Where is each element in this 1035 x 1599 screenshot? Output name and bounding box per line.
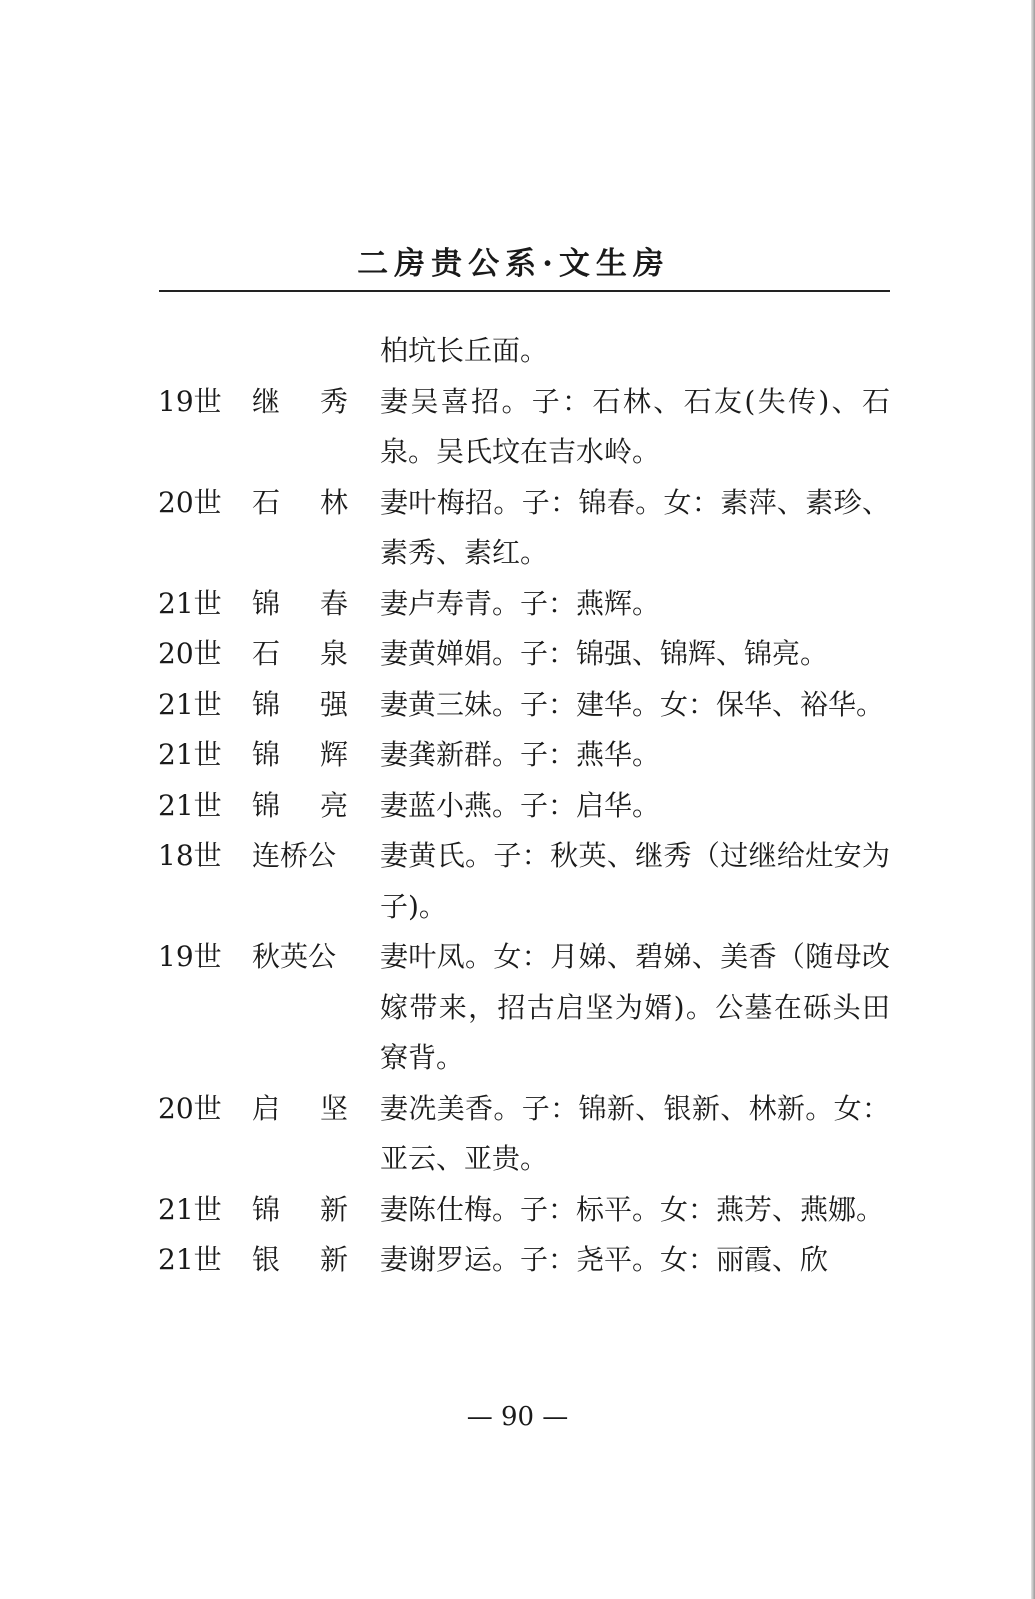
name-char: 新: [319, 1192, 348, 1226]
entry-description: 妻叶梅招。子：锦春。女：素萍、素珍、素秀、素红。: [380, 485, 890, 569]
person-name: [252, 1185, 348, 1236]
generation-label: 20世: [158, 1091, 222, 1125]
entry-description: 妻卢寿青。子：燕辉。: [380, 586, 661, 620]
entry-description: 妻冼美香。子：锦新、银新、林新。女：亚云、亚贵。: [380, 1091, 890, 1175]
name-char: 锦: [252, 687, 281, 721]
page-number: — 90 —: [466, 1402, 569, 1432]
person-name: [252, 377, 348, 428]
name-char: 银: [252, 1243, 281, 1276]
name-char: 锦: [252, 586, 281, 620]
entry-description: 妻叶凤。女：月娣、碧娣、美香（随母改嫁带来，招古启坚为婿)。公墓在砾头田寮背。: [380, 940, 890, 1074]
name-char: 锦: [252, 1192, 281, 1226]
name-char: 林: [319, 485, 348, 519]
genealogy-entry: [0, 478, 1035, 579]
person-name: [252, 579, 348, 630]
genealogy-entry: [0, 377, 1035, 478]
generation-label: 21世: [158, 1243, 222, 1276]
name-char: 辉: [319, 738, 348, 771]
generation-label: 20世: [158, 485, 222, 519]
person-name: [252, 1235, 348, 1286]
genealogy-entry: [0, 1084, 1035, 1185]
genealogy-entry-continuation: [0, 326, 1035, 377]
person-name: 连桥公: [252, 839, 337, 872]
person-name: [252, 1084, 348, 1135]
entry-description: 妻黄氏。子：秋英、继秀（过继给灶安为子)。: [380, 839, 890, 923]
name-char: 石: [252, 485, 281, 519]
entry-description: 妻龚新群。子：燕华。: [380, 738, 661, 771]
person-name: [252, 629, 348, 680]
generation-label: 21世: [158, 586, 222, 620]
genealogy-entry: [0, 831, 1035, 932]
entry-description: 妻蓝小燕。子：启华。: [380, 788, 661, 822]
name-char: 强: [319, 687, 348, 721]
genealogy-entry: [0, 1185, 1035, 1236]
genealogy-entry: [0, 730, 1035, 781]
name-char: 锦: [252, 788, 281, 822]
name-char: 坚: [319, 1091, 348, 1125]
entry-description: 妻谢罗运。子：尧平。女：丽霞、欣: [380, 1243, 829, 1276]
generation-label: 21世: [158, 738, 222, 771]
genealogy-entries: [0, 326, 1035, 1286]
entry-description: 妻黄婵娟。子：锦强、锦辉、锦亮。: [380, 637, 829, 670]
genealogy-entry: [0, 1235, 1035, 1286]
genealogy-entry: [0, 781, 1035, 832]
person-name: [252, 730, 348, 781]
name-char: 秀: [319, 384, 348, 418]
generation-label: 20世: [158, 637, 222, 670]
person-name: [252, 781, 348, 832]
entry-description: 柏坑长丘面。: [380, 334, 549, 367]
generation-label: 19世: [158, 384, 222, 418]
name-char: 亮: [319, 788, 348, 822]
running-header-title: 二房贵公系·文生房: [357, 246, 670, 282]
person-name: [252, 478, 348, 529]
header-rule: [159, 290, 890, 292]
entry-description: 妻黄三妹。子：建华。女：保华、裕华。: [380, 687, 885, 721]
generation-label: 19世: [158, 940, 222, 973]
genealogy-entry: [0, 932, 1035, 1084]
name-char: 锦: [252, 738, 281, 771]
generation-label: 21世: [158, 788, 222, 822]
person-name: 秋英公: [252, 940, 337, 973]
genealogy-entry: [0, 629, 1035, 680]
entry-description: 妻陈仕梅。子：标平。女：燕芳、燕娜。: [380, 1192, 885, 1226]
entry-description: 妻吴喜招。子：石林、石友(失传)、石泉。吴氏坟在吉水岭。: [380, 384, 890, 468]
generation-label: 18世: [158, 839, 222, 872]
name-char: 石: [252, 637, 281, 670]
name-char: 继: [252, 384, 281, 418]
name-char: 新: [319, 1243, 348, 1276]
genealogy-entry: [0, 579, 1035, 630]
generation-label: 21世: [158, 1192, 222, 1226]
name-char: 春: [319, 586, 348, 620]
generation-label: 21世: [158, 687, 222, 721]
name-char: 启: [252, 1091, 281, 1125]
name-char: 泉: [319, 637, 348, 670]
person-name: [252, 680, 348, 731]
genealogy-entry: [0, 680, 1035, 731]
